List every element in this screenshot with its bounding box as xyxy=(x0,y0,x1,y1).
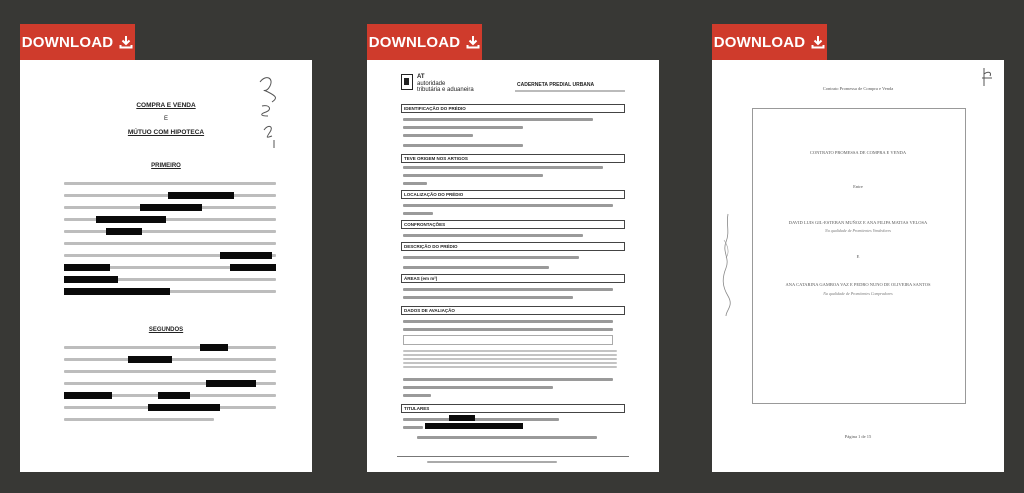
party-1-role: Na qualidade de Promitentes Vendedores xyxy=(825,228,891,233)
redaction-block xyxy=(96,216,166,223)
redaction-block xyxy=(106,228,142,235)
at-brand: AT autoridade tributária e aduaneira xyxy=(417,74,474,93)
download-icon xyxy=(466,35,480,49)
redaction-block xyxy=(128,356,172,363)
download-button-1[interactable] xyxy=(20,24,135,60)
redaction-block xyxy=(64,264,110,271)
doc-title: COMPRA E VENDA xyxy=(136,102,196,109)
contract-title: CONTRATO PROMESSA DE COMPRA E VENDA xyxy=(809,150,907,155)
header-text: Contrato Promessa de Compra e Venda xyxy=(822,86,894,91)
download-button-2[interactable] xyxy=(367,24,482,60)
section-heading: SEGUNDOS xyxy=(148,327,184,333)
section-box: LOCALIZAÇÃO DO PRÉDIO xyxy=(401,190,625,199)
document-preview-compra-venda[interactable] xyxy=(20,60,312,472)
redaction-block xyxy=(148,404,220,411)
redaction-block xyxy=(220,252,272,259)
doc-conjunction: E xyxy=(163,116,168,122)
contract-e: E xyxy=(856,254,860,259)
redaction-block xyxy=(449,415,475,421)
party-2-names: ANA CATARINA GAMBOA VAZ E PEDRO NUNO DE OLIVEIRA SANTOS xyxy=(785,282,931,287)
section-box: CONFRONTAÇÕES xyxy=(401,220,625,229)
download-icon xyxy=(119,35,133,49)
redaction-block xyxy=(64,392,112,399)
download-button-label: DOWNLOAD xyxy=(368,33,461,51)
document-preview-caderneta[interactable] xyxy=(367,60,659,472)
redaction-block xyxy=(168,192,234,199)
redaction-block xyxy=(64,288,170,295)
handwritten-initials xyxy=(252,70,292,153)
doc-subtitle: MÚTUO COM HIPOTECA xyxy=(127,129,205,136)
document-preview-contrato-promessa[interactable] xyxy=(712,60,1004,472)
redaction-block xyxy=(200,344,228,351)
contract-entre: Entre xyxy=(853,184,863,189)
download-button-label: DOWNLOAD xyxy=(21,33,114,51)
redaction-block xyxy=(206,380,256,387)
redaction-block xyxy=(64,276,118,283)
redaction-block xyxy=(230,264,276,271)
page-number: Página 1 de 15 xyxy=(844,434,872,439)
redaction-block xyxy=(425,423,523,429)
download-button-3[interactable] xyxy=(712,24,827,60)
valuation-table xyxy=(403,335,613,345)
section-box: IDENTIFICAÇÃO DO PRÉDIO xyxy=(401,104,625,113)
download-icon xyxy=(811,35,825,49)
section-box: TITULARES xyxy=(401,404,625,413)
section-heading: PRIMEIRO xyxy=(151,163,181,169)
party-2-role: Na qualidade de Promitentes Compradores xyxy=(823,291,893,296)
handwritten-initials xyxy=(980,66,996,91)
redaction-block xyxy=(158,392,190,399)
redaction-block xyxy=(140,204,202,211)
download-button-label: DOWNLOAD xyxy=(713,33,806,51)
section-box: ÁREAS (em m²) xyxy=(401,274,625,283)
section-box: DADOS DE AVALIAÇÃO xyxy=(401,306,625,315)
at-logo-icon xyxy=(401,74,413,90)
party-1-names: DAVID LUIS GIL-ESTEBAN MUÑOZ E ANA FILIPA MATIAS VELOSA xyxy=(788,220,928,225)
caderneta-header: CADERNETA PREDIAL URBANA xyxy=(517,82,595,88)
section-box: DESCRIÇÃO DO PRÉDIO xyxy=(401,242,625,251)
handwritten-signature xyxy=(716,210,738,323)
section-box: TEVE ORIGEM NOS ARTIGOS xyxy=(401,154,625,163)
